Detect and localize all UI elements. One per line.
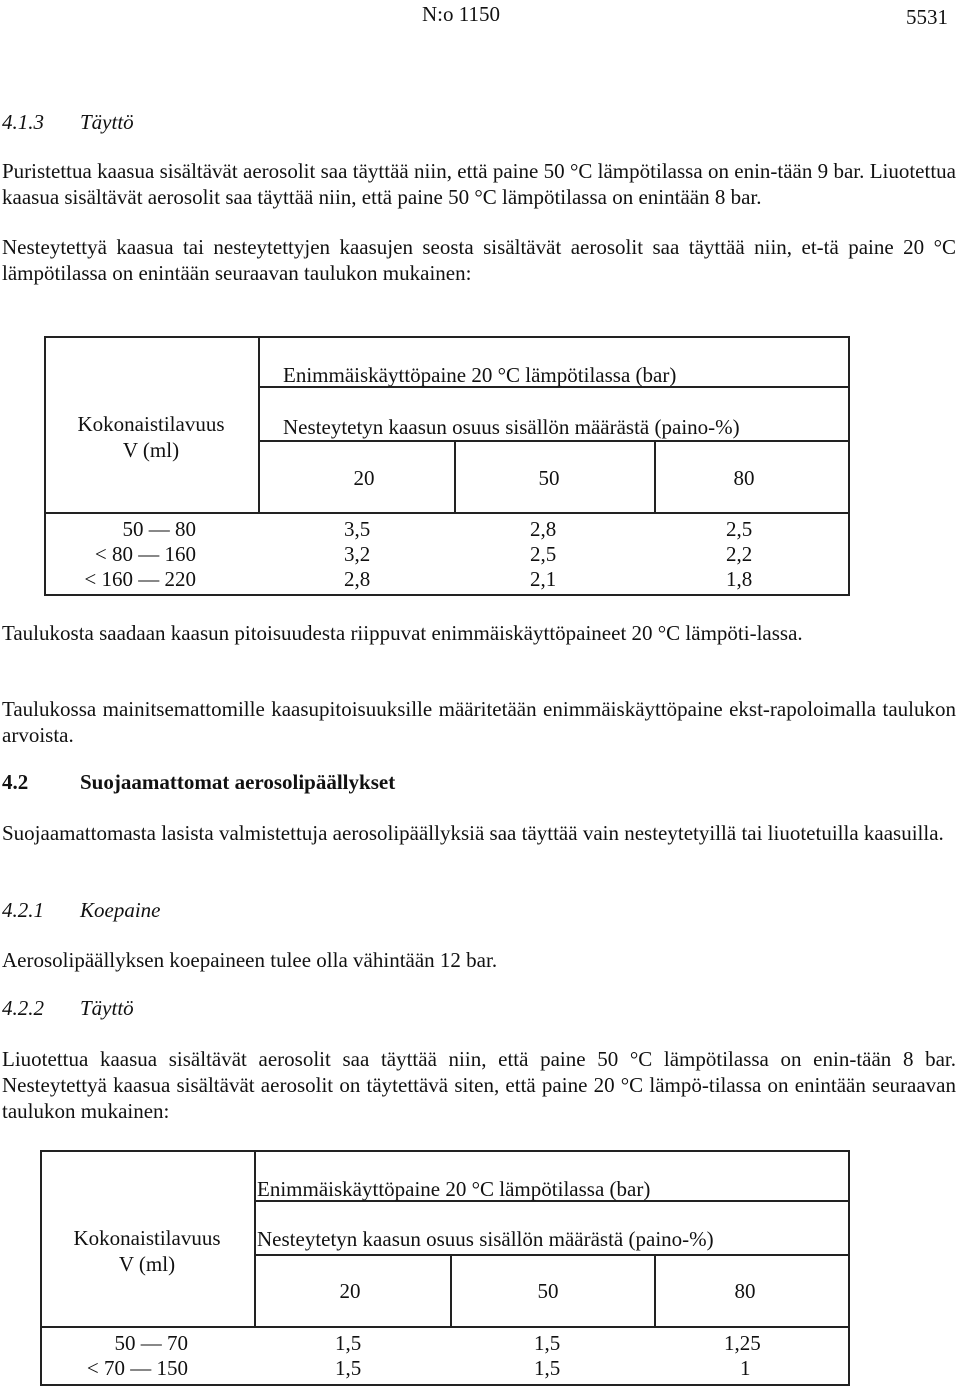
table-divider (258, 336, 260, 514)
section-number: 4.2 (2, 770, 29, 794)
volume-cell: 50 — 70 (114, 1331, 188, 1355)
share-header: Nesteytetyn kaasun osuus sisällön määrästä (paino-%) (257, 1227, 714, 1251)
value-cell: 2,2 (726, 542, 753, 566)
document-number: N:o 1150 (422, 2, 500, 26)
volume-cell: < 160 — 220 (84, 567, 196, 591)
value-cell: 2,5 (530, 542, 557, 566)
table-divider (40, 1326, 850, 1328)
volume-cell: 50 — 80 (122, 517, 196, 541)
pressure-table-2 (40, 1150, 850, 1383)
value-cell: 2,8 (344, 567, 371, 591)
paragraph: Aerosolipäällyksen koepaineen tulee olla vähintään 12 bar. (2, 948, 498, 972)
volume-cell: < 70 — 150 (86, 1356, 188, 1380)
table-divider (654, 1254, 656, 1328)
value-cell: 2,5 (726, 517, 753, 541)
table-row (40, 1330, 850, 1356)
pressure-table-1 (44, 336, 850, 596)
column-header: 20 (339, 1279, 361, 1303)
section-title: Koepaine (80, 898, 161, 922)
value-cell: 2,8 (530, 517, 557, 541)
section-title: Täyttö (80, 110, 134, 134)
value-cell: 3,5 (344, 517, 371, 541)
column-header: 50 (537, 1279, 559, 1303)
value-cell: 1 (740, 1356, 751, 1380)
table-divider (258, 440, 850, 442)
section-title: Suojaamattomat aerosolipäällykset (80, 770, 396, 794)
table-divider (450, 1254, 452, 1328)
volume-header: Kokonaistilavuus V (ml) (77, 412, 225, 462)
paragraph: Puristettua kaasua sisältävät aerosolit saa täyttää niin, että paine 50 °C lämpötilassa on enin-tään 9 bar. Liuotettua kaasua sisältävät aerosolit saa täyttää niin, että paine 50 °C lämpötilassa on enintään 8 bar. (2, 159, 956, 209)
section-heading-4-2-2 (2, 996, 134, 1021)
value-cell: 3,2 (344, 542, 371, 566)
share-header: Nesteytetyn kaasun osuus sisällön määrästä (paino-%) (283, 415, 740, 439)
table-row (40, 1355, 850, 1381)
value-cell: 1,5 (534, 1356, 561, 1380)
section-number: 4.1.3 (2, 110, 44, 134)
section-number: 4.2.1 (2, 898, 44, 922)
paragraph: Nesteytettyä kaasua tai nesteytettyjen kaasujen seosta sisältävät aerosolit saa täyttää niin, et-tä paine 20 °C lämpötilassa on enintään seuraavan taulukon mukainen: (2, 235, 956, 285)
pressure-header: Enimmäiskäyttöpaine 20 °C lämpötilassa (bar) (283, 363, 677, 387)
pressure-header: Enimmäiskäyttöpaine 20 °C lämpötilassa (bar) (257, 1177, 651, 1201)
value-cell: 1,5 (534, 1331, 561, 1355)
column-header: 80 (733, 466, 755, 490)
section-heading-4-2 (2, 770, 395, 795)
paragraph: Taulukosta saadaan kaasun pitoisuudesta riippuvat enimmäiskäyttöpaineet 20 °C lämpöti-lassa. (2, 621, 803, 645)
paragraph: Liuotettua kaasua sisältävät aerosolit saa täyttää niin, että paine 50 °C lämpötilassa on enin-tään 8 bar. Nesteytettyä kaasua sisältävät aerosolit on täytettävä siten, että paine 20 °C lämpö-tilassa on enintään seuraavan taulukon mukainen: (2, 1047, 956, 1123)
column-header: 50 (538, 466, 560, 490)
table-divider (454, 440, 456, 514)
value-cell: 1,5 (335, 1356, 362, 1380)
paragraph: Suojaamattomasta lasista valmistettuja aerosolipäällyksiä saa täyttää vain nesteytetyillä tai liuotetuilla kaasuilla. (2, 821, 944, 845)
table-divider (254, 1254, 850, 1256)
column-header: 20 (353, 466, 375, 490)
page-number: 5531 (906, 5, 948, 29)
value-cell: 1,5 (335, 1331, 362, 1355)
volume-cell: < 80 — 160 (94, 542, 196, 566)
section-number: 4.2.2 (2, 996, 44, 1020)
value-cell: 1,8 (726, 567, 753, 591)
table-row (44, 516, 850, 542)
table-divider (44, 512, 850, 514)
section-heading-4-2-1 (2, 898, 160, 923)
paragraph: Taulukossa mainitsemattomille kaasupitoisuuksille määritetään enimmäiskäyttöpaine ekst-rapoloimalla taulukon arvoista. (2, 697, 956, 747)
table-row (44, 566, 850, 592)
value-cell: 1,25 (724, 1331, 761, 1355)
table-divider (654, 440, 656, 514)
column-header: 80 (734, 1279, 756, 1303)
table-divider (254, 1150, 256, 1328)
section-heading-4-1-3 (2, 110, 134, 135)
section-title: Täyttö (80, 996, 134, 1020)
value-cell: 2,1 (530, 567, 557, 591)
table-row (44, 541, 850, 567)
volume-header: Kokonaistilavuus V (ml) (73, 1226, 221, 1276)
